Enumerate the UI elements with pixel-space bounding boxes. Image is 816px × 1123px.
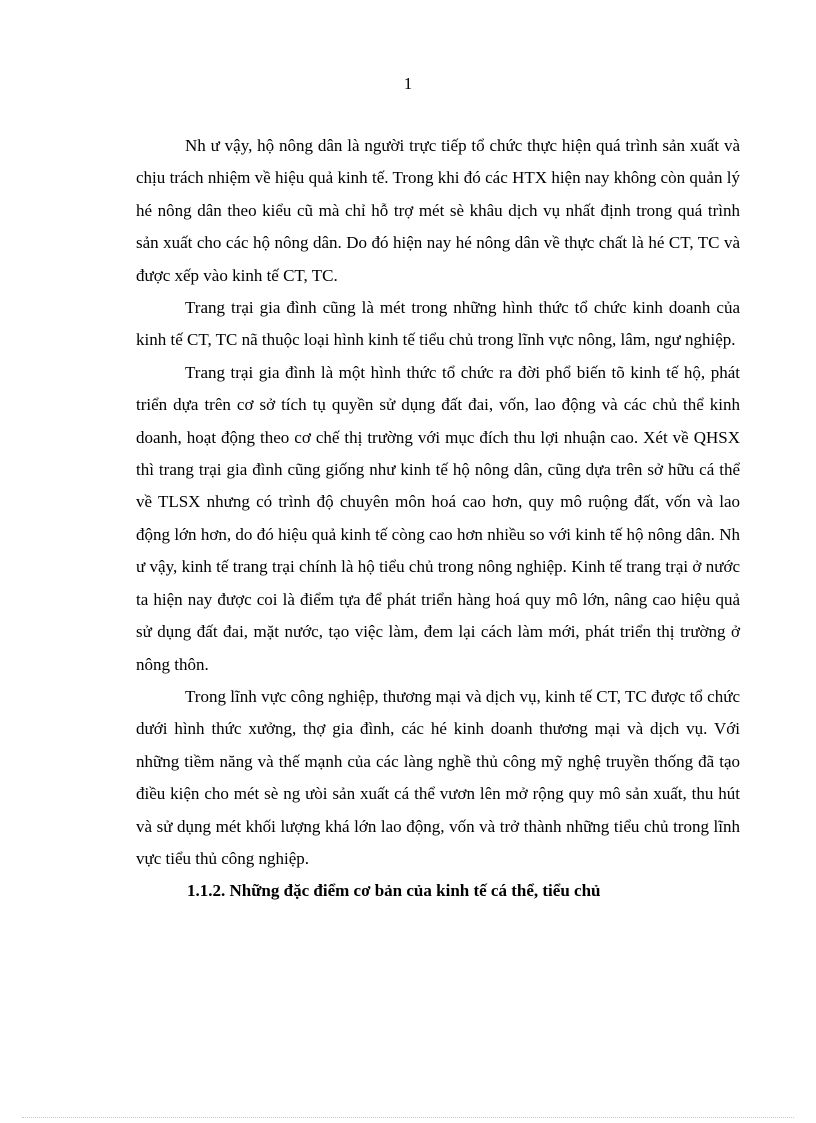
paragraph-family-farm-economy: Trang trại gia đình là một hình thức tổ chức ra đời phổ biến tõ kinh tế hộ, phát triển dựa trên cơ sở tích tụ quyền sử dụng đất đai, vốn, lao động và các chủ thể kinh doanh, hoạt động theo cơ chế thị trường với mục đích thu lợi nhuận cao. Xét về QHSX thì trang trại gia đình cũng giống như kinh tế hộ nông dân, cũng dựa trên sở hữu cá thể về TLSX nhưng có trình độ chuyên môn hoá cao hơn, quy mô ruộng đất, vốn và lao động lớn hơn, do đó hiệu quả kinh tế còng cao hơn nhiều so với kinh tế hộ nông dân. Nh ư vậy, kinh tế trang trại chính là hộ tiểu chủ trong nông nghiệp. Kinh tế trang trại ở nước ta hiện nay được coi là điểm tựa để phát triển hàng hoá quy mô lớn, nâng cao hiệu quả sử dụng đất đai, mặt nước, tạo việc làm, đem lại cách làm mới, phát triển thị trường ở nông thôn. (136, 362, 740, 674)
section-heading: 1.1.2. Những đặc điểm cơ bản của kinh tế cá thể, tiểu chủ (187, 881, 601, 901)
paragraph-industry-commerce: Trong lĩnh vực công nghiệp, thương mại và dịch vụ, kinh tế CT, TC được tổ chức dưới hình thức xưởng, thợ gia đình, các hé kinh doanh thương mại và dịch vụ. Với những tiềm năng và thế mạnh của các làng nghề thủ công mỹ nghệ truyền thống đã tạo điều kiện cho mét sè ng ưòi sản xuất cá thể vươn lên mở rộng quy mô sản xuất, thu hút và sử dụng mét khối lượng khá lớn lao động, vốn và trở thành những tiểu chủ trong lĩnh vực tiểu thủ công nghiệp. (136, 686, 740, 868)
document-body (136, 130, 740, 908)
footer-divider (22, 1117, 794, 1118)
paragraph-household-farmers: Nh ư vậy, hộ nông dân là người trực tiếp tổ chức thực hiện quá trình sản xuất và chịu trách nhiệm về hiệu quả kinh tế. Trong khi đó các HTX hiện nay không còn quản lý hé nông dân theo kiểu cũ mà chỉ hỗ trợ mét sè khâu dịch vụ nhất định trong quá trình sản xuất cho các hộ nông dân. Do đó hiện nay hé nông dân về thực chất là hé CT, TC và được xếp vào kinh tế CT, TC. (136, 136, 740, 285)
paragraph-family-farm-form: Trang trại gia đình cũng là mét trong những hình thức tổ chức kinh doanh của kinh tế CT, TC nã thuộc loại hình kinh tế tiểu chủ trong lĩnh vực nông, lâm, ngư nghiệp. (136, 298, 740, 350)
page-number: 1 (403, 74, 413, 93)
